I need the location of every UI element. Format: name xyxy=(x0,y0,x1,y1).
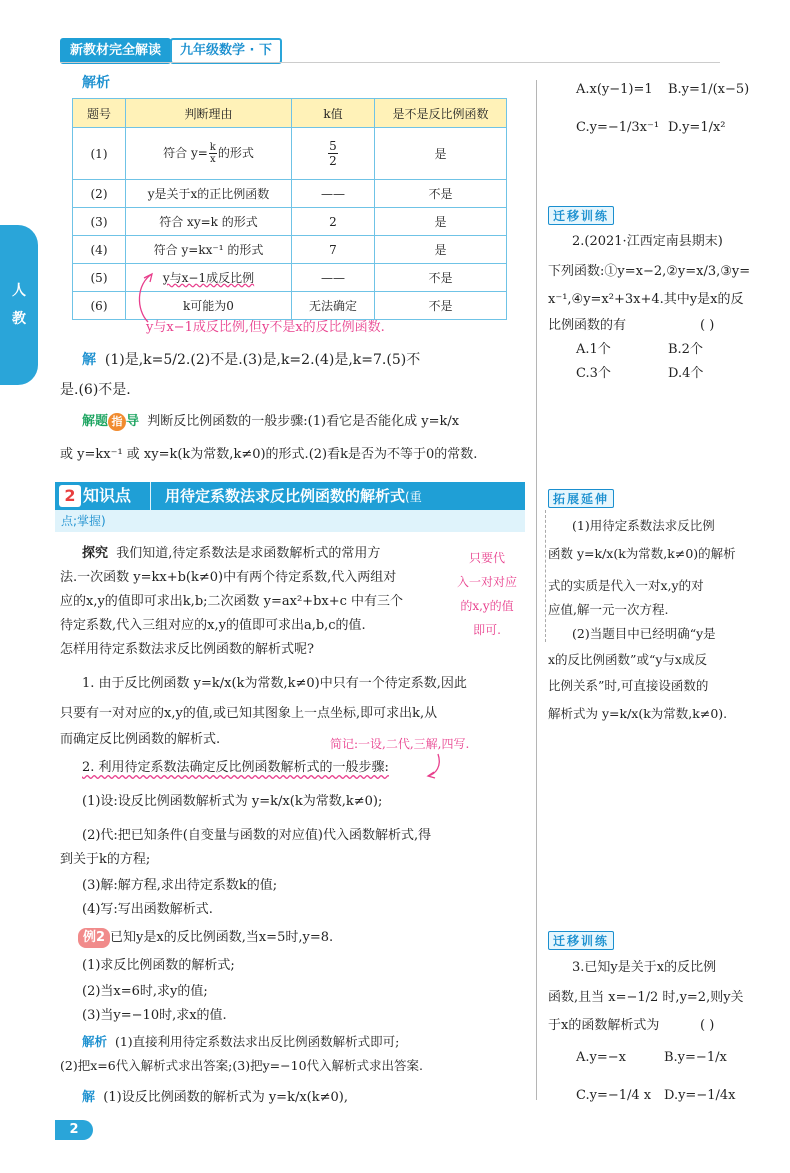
row-result: 是 xyxy=(375,236,507,264)
row-no: (2) xyxy=(73,180,126,208)
memo-arrow-icon xyxy=(424,752,448,782)
point1-line-1: 1. 由于反比例函数 y=k/x(k为常数,k≠0)中只有一个待定系数,因此 xyxy=(82,676,467,691)
answer-text-1: (1)是,k=5/2.(2)不是.(3)是,k=2.(4)是,k=7.(5)不 xyxy=(104,352,421,368)
example-q2: (2)当x=6时,求y的值; xyxy=(82,984,208,999)
section-title xyxy=(151,482,525,510)
extend-label xyxy=(548,488,614,508)
col-header-result: 是不是反比例函数 xyxy=(375,99,507,128)
extend-tag: 拓展延伸 xyxy=(548,489,614,508)
example-tag: 例2 xyxy=(78,928,110,948)
guide-badge: 指 xyxy=(108,413,126,431)
explore-line-5: 怎样用待定系数法求反比例函数的解析式呢? xyxy=(60,642,314,657)
memo-note: 简记:一设,二代,三解,四写. xyxy=(330,737,470,751)
opt-a-top: A.x(y−1)=1 xyxy=(576,82,653,97)
column-divider xyxy=(536,80,537,1100)
extend-line: 函数 y=k/x(k为常数,k≠0)的解析 xyxy=(548,546,736,561)
extend-line: 应值,解一元一次方程. xyxy=(548,602,669,617)
guide-label-a: 解题 xyxy=(82,414,109,429)
explore-side-note xyxy=(444,546,530,642)
q3-line-3: 于x的函数解析式为 xyxy=(548,1018,660,1033)
extend-line: x的反比例函数”或“y与x成反 xyxy=(548,652,707,667)
row-k: 7 xyxy=(292,236,375,264)
q3-opt-d: D.y=−1/4x xyxy=(664,1088,736,1103)
row-k: —— xyxy=(292,180,375,208)
row-no: (4) xyxy=(73,236,126,264)
side-tab-char-2: 教 xyxy=(12,311,26,327)
row-k: $\frac{5}{2}$ xyxy=(292,128,375,180)
q3-line-2: 函数,且当 x=−1/2 时,y=2,则y关 xyxy=(548,990,744,1005)
explore-line-4: 待定系数,代入三组对应的x,y的值即可求出a,b,c的值. xyxy=(60,618,366,633)
q2-answer-blank: ( ) xyxy=(700,318,715,333)
explore-text-1: 我们知道,待定系数法是求函数解析式的常用方 xyxy=(116,546,381,561)
answer-line-2: 是.(6)不是. xyxy=(60,382,131,398)
example-stem: 已知y是x的反比例函数,当x=5时,y=8. xyxy=(110,930,334,945)
table-row xyxy=(73,128,507,180)
example-analysis-text-2: (2)把x=6代入解析式求出答案;(3)把y=−10代入解析式求出答案. xyxy=(60,1058,423,1073)
row-k: —— xyxy=(292,264,375,292)
row-result: 不是 xyxy=(375,292,507,320)
opt-c-top: C.y=−1/3x⁻¹ xyxy=(576,120,660,135)
point1-line-2: 只要有一对对应的x,y的值,或已知其图象上一点坐标,即可求出k,从 xyxy=(60,706,438,721)
solution-label: 解 xyxy=(82,1090,96,1105)
row-no: (1) xyxy=(73,128,126,180)
q2-opt-c: C.3个 xyxy=(576,366,611,381)
col-header-reason: 判断理由 xyxy=(126,99,292,128)
table-row xyxy=(73,236,507,264)
guide-text-1: 判断反比例函数的一般步骤:(1)看它是否能化成 y=k/x xyxy=(147,414,460,429)
q2-head: 2.(2021·江西定南县期末) xyxy=(572,234,723,249)
row-reason: 符合 xy=k 的形式 xyxy=(126,208,292,236)
q3-line-1: 3.已知y是关于x的反比例 xyxy=(572,960,717,975)
table-row xyxy=(73,208,507,236)
section-sub-2: 点;掌握) xyxy=(61,514,106,528)
col-header-k: k值 xyxy=(292,99,375,128)
q3-opt-b: B.y=−1/x xyxy=(664,1050,727,1065)
row-reason: y是关于x的正比例函数 xyxy=(126,180,292,208)
row-reason: 符合 y= $\frac{k}{x}$ 的形式 xyxy=(126,128,292,180)
section-2-banner xyxy=(55,482,525,532)
transfer-label-1 xyxy=(548,205,614,225)
point2-heading: 2. 利用待定系数法确定反比例函数解析式的一般步骤: xyxy=(82,760,389,775)
q3-opt-c: C.y=−1/4 x xyxy=(576,1088,652,1103)
guide-line-2: 或 y=kx⁻¹ 或 xy=k(k为常数,k≠0)的形式.(2)看k是否为不等于0的常数. xyxy=(60,447,478,462)
point1-line-3: 而确定反比例函数的解析式. xyxy=(60,732,221,747)
table-row xyxy=(73,180,507,208)
extend-line: (2)当题目中已经明确“y是 xyxy=(572,626,716,641)
q2-opt-b: B.2个 xyxy=(668,342,703,357)
q2-opt-a: A.1个 xyxy=(576,342,611,357)
extend-line: (1)用待定系数法求反比例 xyxy=(572,518,715,533)
kp-badge xyxy=(55,482,150,510)
opt-b-top: B.y=1/(x−5) xyxy=(668,82,750,97)
kp-number: 2 xyxy=(59,485,81,507)
extend-line: 式的实质是代入一对x,y的对 xyxy=(548,578,704,593)
row-reason: k可能为0 xyxy=(126,292,292,320)
row-k: 2 xyxy=(292,208,375,236)
section-sub-1: (重 xyxy=(405,490,422,504)
side-note-line: 只要代 xyxy=(468,551,505,565)
example-analysis-label: 解析 xyxy=(82,1034,108,1049)
explore-line-3: 应的x,y的值即可求出k,b;二次函数 y=ax²+bx+c 中有三个 xyxy=(60,594,404,609)
example-q3: (3)当y=−10时,求x的值. xyxy=(82,1008,227,1023)
kp-label: 知识点 xyxy=(83,486,132,505)
example-analysis-line-1 xyxy=(82,1032,399,1052)
opt-d-top: D.y=1/x² xyxy=(668,120,726,135)
explore-line-1 xyxy=(82,544,380,564)
step-2-cont: 到关于k的方程; xyxy=(60,852,151,867)
section-title-text: 用待定系数法求反比例函数的解析式 xyxy=(165,487,406,505)
answer-line-1 xyxy=(82,350,420,370)
example2-stem-line xyxy=(78,928,333,948)
solution-text: (1)设反比例函数的解析式为 y=k/x(k≠0), xyxy=(103,1090,348,1105)
row-reason: y与x−1成反比例 xyxy=(126,264,292,292)
step-4: (4)写:写出函数解析式. xyxy=(82,902,213,917)
q2-line-2: x⁻¹,④y=x²+3x+4.其中y是x的反 xyxy=(548,292,744,307)
q2-line-1: 下列函数:①y=x−2,②y=x/3,③y= xyxy=(548,264,751,279)
grade-label: 九年级数学 · 下 xyxy=(170,38,282,64)
book-title: 新教材完全解读 xyxy=(60,38,171,64)
row-no: (5) xyxy=(73,264,126,292)
transfer-tag-2: 迁移训练 xyxy=(548,931,614,950)
header-line xyxy=(60,62,720,63)
side-note-line: 入一对对应 xyxy=(456,575,517,589)
col-header-no: 题号 xyxy=(73,99,126,128)
example-q1: (1)求反比例函数的解析式; xyxy=(82,958,235,973)
side-tab-char-1: 人 xyxy=(12,283,26,299)
row-k: 无法确定 xyxy=(292,292,375,320)
example-analysis-text-1: (1)直接利用待定系数法求出反比例函数解析式即可; xyxy=(114,1034,400,1049)
row-result: 不是 xyxy=(375,180,507,208)
side-note-line: 即可. xyxy=(473,623,501,637)
example-solution xyxy=(82,1088,348,1108)
row-result: 不是 xyxy=(375,264,507,292)
q3-opt-a: A.y=−x xyxy=(576,1050,626,1065)
row-result: 是 xyxy=(375,128,507,180)
analysis-label: 解析 xyxy=(82,75,110,91)
answer-label: 解 xyxy=(82,352,96,368)
transfer-tag: 迁移训练 xyxy=(548,206,614,225)
page-number: 2 xyxy=(55,1120,93,1140)
row-no: (6) xyxy=(73,292,126,320)
guide-line-1 xyxy=(82,412,459,432)
row-no: (3) xyxy=(73,208,126,236)
extend-line: 解析式为 y=k/x(k为常数,k≠0). xyxy=(548,706,728,721)
transfer-label-2 xyxy=(548,930,614,950)
q2-opt-d: D.4个 xyxy=(668,366,704,381)
row-result: 是 xyxy=(375,208,507,236)
step-3: (3)解:解方程,求出待定系数k的值; xyxy=(82,878,278,893)
q3-answer-blank: ( ) xyxy=(700,1018,715,1033)
guide-label-c: 导 xyxy=(126,414,140,429)
explore-line-2: 法.一次函数 y=kx+b(k≠0)中有两个待定系数,代入两组对 xyxy=(60,570,397,585)
explore-label: 探究 xyxy=(82,546,109,561)
step-1: (1)设:设反比例函数解析式为 y=k/x(k为常数,k≠0); xyxy=(82,794,383,809)
extend-line: 比例关系”时,可直接设函数的 xyxy=(548,678,709,693)
side-tab xyxy=(0,225,38,385)
pink-note: y与x−1成反比例,但y不是x的反比例函数. xyxy=(146,320,385,335)
row-reason: 符合 y=kx⁻¹ 的形式 xyxy=(126,236,292,264)
step-2: (2)代:把已知条件(自变量与函数的对应值)代入函数解析式,得 xyxy=(82,828,432,843)
q2-line-3: 比例函数的有 xyxy=(548,318,627,333)
side-note-line: 的x,y的值 xyxy=(460,599,514,613)
